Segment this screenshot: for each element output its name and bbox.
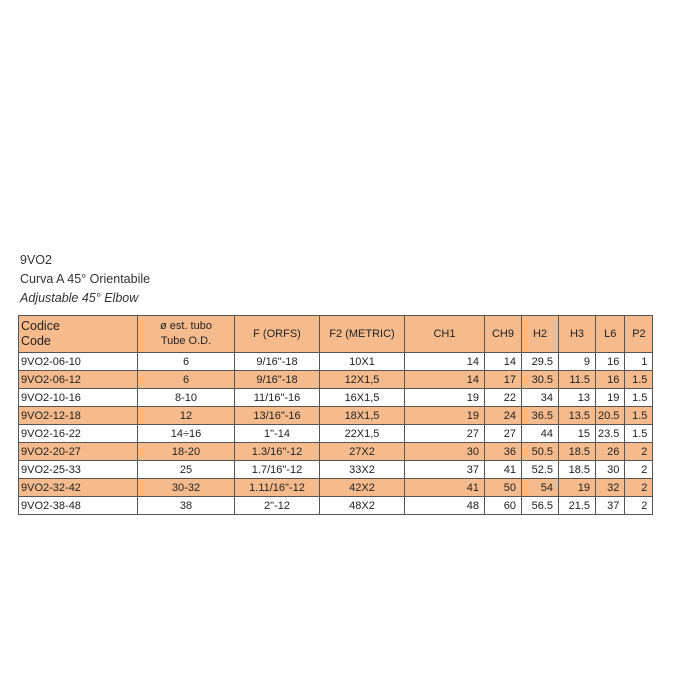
cell-f-orfs: 1"-14 — [235, 425, 320, 443]
cell-ch1: 41 — [405, 479, 485, 497]
cell-ch9: 60 — [485, 497, 522, 515]
cell-ch9: 14 — [485, 353, 522, 371]
cell-f-orfs: 9/16"-18 — [235, 371, 320, 389]
product-name-italian: Curva A 45° Orientabile — [20, 272, 151, 286]
cell-h3: 21.5 — [559, 497, 596, 515]
cell-h2: 44 — [522, 425, 559, 443]
cell-h3: 18.5 — [559, 461, 596, 479]
cell-tube-od: 8-10 — [138, 389, 235, 407]
cell-f2-metric: 33X2 — [320, 461, 405, 479]
cell-f2-metric: 27X2 — [320, 443, 405, 461]
cell-ch1: 27 — [405, 425, 485, 443]
cell-h2: 52.5 — [522, 461, 559, 479]
cell-h3: 13.5 — [559, 407, 596, 425]
cell-h2: 54 — [522, 479, 559, 497]
cell-code: 9VO2-06-10 — [19, 353, 138, 371]
cell-f2-metric: 18X1,5 — [320, 407, 405, 425]
cell-l6: 16 — [596, 371, 625, 389]
cell-f2-metric: 16X1,5 — [320, 389, 405, 407]
cell-p2: 2 — [625, 479, 653, 497]
cell-f-orfs: 1.3/16"-12 — [235, 443, 320, 461]
col-header-f2-metric: F2 (METRIC) — [320, 316, 405, 353]
cell-l6: 16 — [596, 353, 625, 371]
cell-l6: 26 — [596, 443, 625, 461]
cell-f-orfs: 1.7/16"-12 — [235, 461, 320, 479]
cell-f2-metric: 10X1 — [320, 353, 405, 371]
cell-tube-od: 6 — [138, 371, 235, 389]
cell-p2: 1.5 — [625, 371, 653, 389]
cell-ch9: 50 — [485, 479, 522, 497]
cell-code: 9VO2-06-12 — [19, 371, 138, 389]
table-row — [19, 353, 653, 371]
col-header-h3: H3 — [559, 316, 596, 353]
cell-ch1: 37 — [405, 461, 485, 479]
cell-p2: 2 — [625, 461, 653, 479]
table-row — [19, 407, 653, 425]
product-heading — [20, 251, 150, 308]
product-code: 9VO2 — [20, 253, 52, 267]
table-row — [19, 371, 653, 389]
cell-tube-od: 25 — [138, 461, 235, 479]
cell-ch1: 19 — [405, 389, 485, 407]
cell-ch1: 14 — [405, 371, 485, 389]
cell-f2-metric: 12X1,5 — [320, 371, 405, 389]
cell-code: 9VO2-25-33 — [19, 461, 138, 479]
cell-l6: 37 — [596, 497, 625, 515]
cell-tube-od: 38 — [138, 497, 235, 515]
col-header-ch1: CH1 — [405, 316, 485, 353]
cell-h3: 15 — [559, 425, 596, 443]
col-header-tube-od: ø est. tubo Tube O.D. — [138, 316, 235, 353]
cell-h2: 50.5 — [522, 443, 559, 461]
cell-h2: 29.5 — [522, 353, 559, 371]
cell-h2: 34 — [522, 389, 559, 407]
cell-l6: 32 — [596, 479, 625, 497]
cell-p2: 1.5 — [625, 407, 653, 425]
product-name-english: Adjustable 45° Elbow — [20, 291, 139, 305]
cell-code: 9VO2-16-22 — [19, 425, 138, 443]
cell-p2: 1.5 — [625, 425, 653, 443]
col-header-ch9: CH9 — [485, 316, 522, 353]
cell-ch9: 24 — [485, 407, 522, 425]
cell-p2: 1.5 — [625, 389, 653, 407]
cell-code: 9VO2-12-18 — [19, 407, 138, 425]
cell-ch1: 14 — [405, 353, 485, 371]
cell-h3: 18.5 — [559, 443, 596, 461]
cell-f-orfs: 9/16"-18 — [235, 353, 320, 371]
cell-h2: 56.5 — [522, 497, 559, 515]
cell-ch9: 22 — [485, 389, 522, 407]
cell-ch1: 30 — [405, 443, 485, 461]
cell-h3: 11.5 — [559, 371, 596, 389]
cell-f-orfs: 1.11/16"-12 — [235, 479, 320, 497]
cell-l6: 19 — [596, 389, 625, 407]
cell-h3: 13 — [559, 389, 596, 407]
cell-l6: 20.5 — [596, 407, 625, 425]
cell-h2: 30.5 — [522, 371, 559, 389]
cell-tube-od: 12 — [138, 407, 235, 425]
col-header-code: Codice Code — [19, 316, 138, 353]
cell-h3: 9 — [559, 353, 596, 371]
cell-f2-metric: 42X2 — [320, 479, 405, 497]
cell-ch1: 19 — [405, 407, 485, 425]
cell-tube-od: 18-20 — [138, 443, 235, 461]
cell-h3: 19 — [559, 479, 596, 497]
dimensions-table — [18, 315, 653, 515]
cell-l6: 23.5 — [596, 425, 625, 443]
cell-f-orfs: 11/16"-16 — [235, 389, 320, 407]
cell-ch1: 48 — [405, 497, 485, 515]
table-row — [19, 425, 653, 443]
cell-l6: 30 — [596, 461, 625, 479]
cell-f2-metric: 22X1,5 — [320, 425, 405, 443]
table-row — [19, 389, 653, 407]
cell-f-orfs: 13/16"-16 — [235, 407, 320, 425]
table-header-row — [19, 316, 653, 353]
cell-code: 9VO2-32-42 — [19, 479, 138, 497]
cell-p2: 2 — [625, 497, 653, 515]
table-row — [19, 479, 653, 497]
cell-code: 9VO2-38-48 — [19, 497, 138, 515]
cell-h2: 36.5 — [522, 407, 559, 425]
cell-ch9: 17 — [485, 371, 522, 389]
cell-p2: 1 — [625, 353, 653, 371]
cell-tube-od: 30-32 — [138, 479, 235, 497]
col-header-h2: H2 — [522, 316, 559, 353]
table-row — [19, 461, 653, 479]
cell-f2-metric: 48X2 — [320, 497, 405, 515]
cell-tube-od: 6 — [138, 353, 235, 371]
cell-tube-od: 14÷16 — [138, 425, 235, 443]
cell-ch9: 41 — [485, 461, 522, 479]
cell-p2: 2 — [625, 443, 653, 461]
cell-code: 9VO2-10-16 — [19, 389, 138, 407]
table-body — [19, 353, 653, 515]
cell-ch9: 27 — [485, 425, 522, 443]
table-row — [19, 497, 653, 515]
col-header-f-orfs: F (ORFS) — [235, 316, 320, 353]
cell-code: 9VO2-20-27 — [19, 443, 138, 461]
cell-ch9: 36 — [485, 443, 522, 461]
cell-f-orfs: 2"-12 — [235, 497, 320, 515]
col-header-l6: L6 — [596, 316, 625, 353]
col-header-p2: P2 — [625, 316, 653, 353]
table-row — [19, 443, 653, 461]
